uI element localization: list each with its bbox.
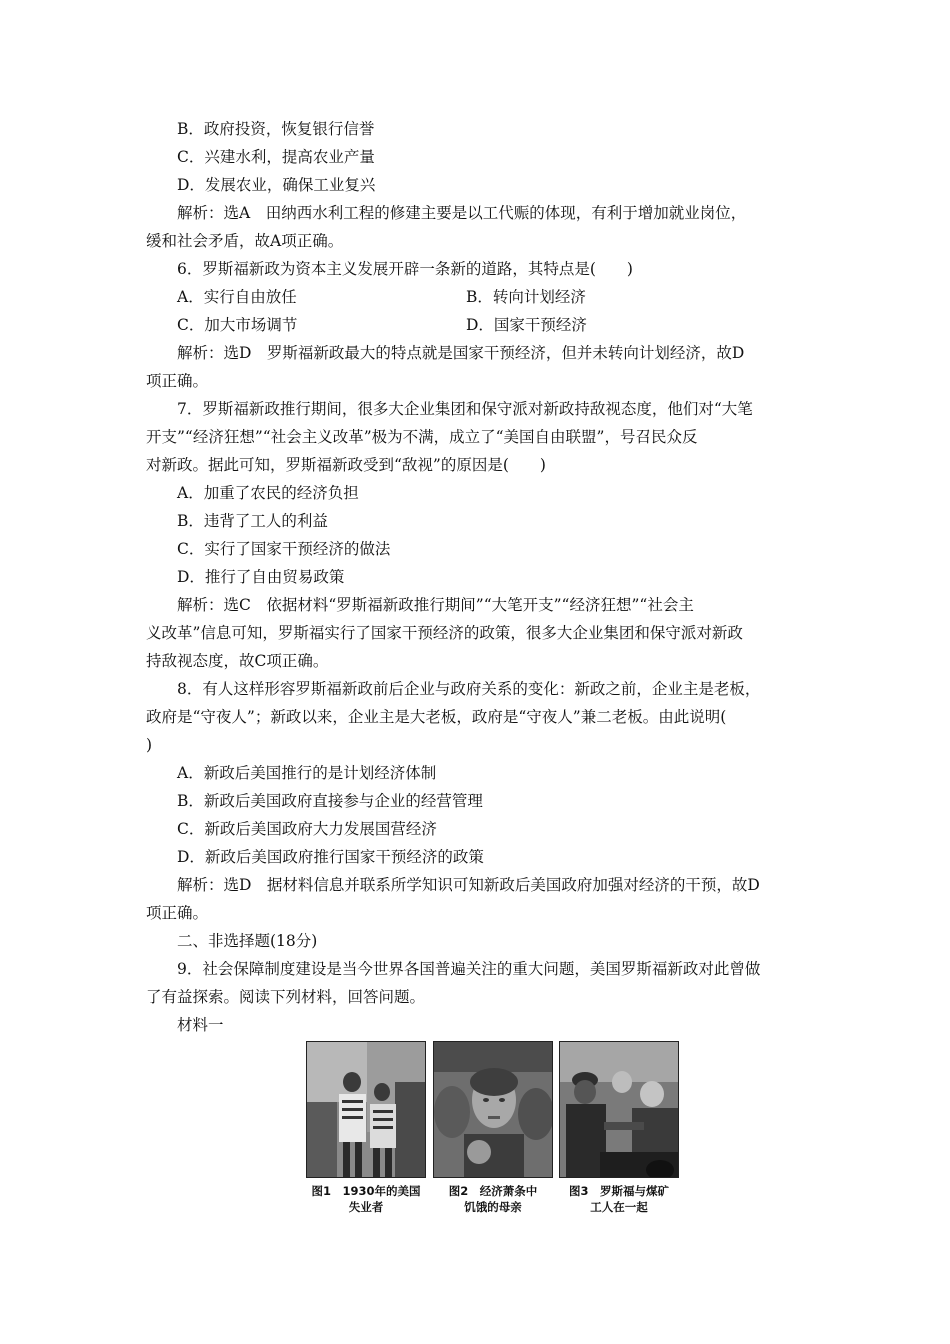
migrant-mother-photo-icon <box>434 1042 553 1178</box>
q7-stem-line2: 开支”“经济狂想”“社会主义改革”极为不满，成立了“美国自由联盟”，号召民众反 <box>146 428 698 446</box>
figure-1-caption <box>306 1183 426 1215</box>
figure-1-photo <box>306 1041 426 1178</box>
q9-stem-line2: 了有益探索。阅读下列材料，回答问题。 <box>146 988 426 1006</box>
q7-stem-line1: 7．罗斯福新政推行期间，很多大企业集团和保守派对新政持敌视态度，他们对“大笔 <box>177 400 753 418</box>
q5-option-d: D．发展农业，确保工业复兴 <box>177 176 376 194</box>
q6-answer-line2: 项正确。 <box>146 372 209 390</box>
q8-option-c: C．新政后美国政府大力发展国营经济 <box>177 820 437 838</box>
unemployed-men-photo-icon <box>307 1042 426 1178</box>
q7-option-c: C．实行了国家干预经济的做法 <box>177 540 391 558</box>
figure-2-caption <box>433 1183 553 1215</box>
material-label: 材料一 <box>177 1016 224 1034</box>
q7-answer-line3: 持敌视态度，故C项正确。 <box>146 652 329 670</box>
q8-answer-line1: 解析：选D 据材料信息并联系所学知识可知新政后美国政府加强对经济的干预，故D <box>177 876 760 894</box>
figure-2-caption-line2: 饥饿的母亲 <box>464 1200 522 1214</box>
figure-1-caption-line1: 图1 1930年的美国 <box>311 1184 421 1198</box>
figure-2-photo <box>433 1041 553 1178</box>
q7-option-b: B．违背了工人的利益 <box>177 512 328 530</box>
figure-3-caption <box>559 1183 679 1215</box>
section-heading: 二、非选择题(18分) <box>177 932 318 950</box>
q7-option-d: D．推行了自由贸易政策 <box>177 568 345 586</box>
figure-3 <box>559 1041 679 1215</box>
figure-3-photo <box>559 1041 679 1178</box>
q8-answer-line2: 项正确。 <box>146 904 209 922</box>
figure-2-caption-line1: 图2 经济萧条中 <box>448 1184 538 1198</box>
q6-options-row1 <box>146 283 810 311</box>
q8-option-b: B．新政后美国政府直接参与企业的经营管理 <box>177 792 483 810</box>
q6-option-c: C．加大市场调节 <box>177 316 298 334</box>
figure-group <box>306 1041 680 1221</box>
q8-option-a: A．新政后美国推行的是计划经济体制 <box>177 764 437 782</box>
q7-stem-line3: 对新政。据此可知，罗斯福新政受到“敌视”的原因是( ) <box>146 456 546 474</box>
q9-stem-line1: 9．社会保障制度建设是当今世界各国普遍关注的重大问题，美国罗斯福新政对此曾做 <box>177 960 761 978</box>
q5-option-b: B．政府投资，恢复银行信誉 <box>177 120 375 138</box>
q6-option-d: D．国家干预经济 <box>466 316 587 334</box>
q5-answer-line1: 解析：选A 田纳西水利工程的修建主要是以工代赈的体现，有利于增加就业岗位， <box>177 204 747 222</box>
q7-option-a: A．加重了农民的经济负担 <box>177 484 359 502</box>
figure-1-caption-line2: 失业者 <box>348 1200 384 1214</box>
figure-1 <box>306 1041 426 1215</box>
q6-options-row2 <box>146 311 810 339</box>
q8-stem-line1: 8．有人这样形容罗斯福新政前后企业与政府关系的变化：新政之前，企业主是老板， <box>177 680 761 698</box>
q6-option-b: B．转向计划经济 <box>466 288 586 306</box>
roosevelt-with-miners-photo-icon <box>560 1042 679 1178</box>
q6-option-a: A．实行自由放任 <box>177 288 297 306</box>
q7-answer-line2: 义改革”信息可知，罗斯福实行了国家干预经济的政策，很多大企业集团和保守派对新政 <box>146 624 743 642</box>
q6-stem: 6．罗斯福新政为资本主义发展开辟一条新的道路，其特点是( ) <box>177 260 633 278</box>
q8-option-d: D．新政后美国政府推行国家干预经济的政策 <box>177 848 484 866</box>
q8-stem-line2: 政府是“守夜人”；新政以来，企业主是大老板，政府是“守夜人”兼二老板。由此说明( <box>146 708 727 726</box>
q8-stem-line3: ) <box>146 736 153 754</box>
q5-answer-line2: 缓和社会矛盾，故A项正确。 <box>146 232 344 250</box>
figure-2 <box>433 1041 553 1215</box>
q5-option-c: C．兴建水利，提高农业产量 <box>177 148 375 166</box>
figure-3-caption-line1: 图3 罗斯福与煤矿 <box>568 1184 669 1198</box>
document-page <box>146 115 810 1039</box>
q7-answer-line1: 解析：选C 依据材料“罗斯福新政推行期间”“大笔开支”“经济狂想”“社会主 <box>177 596 694 614</box>
q6-answer-line1: 解析：选D 罗斯福新政最大的特点就是国家干预经济，但并未转向计划经济，故D <box>177 344 745 362</box>
figure-3-caption-line2: 工人在一起 <box>590 1200 648 1214</box>
